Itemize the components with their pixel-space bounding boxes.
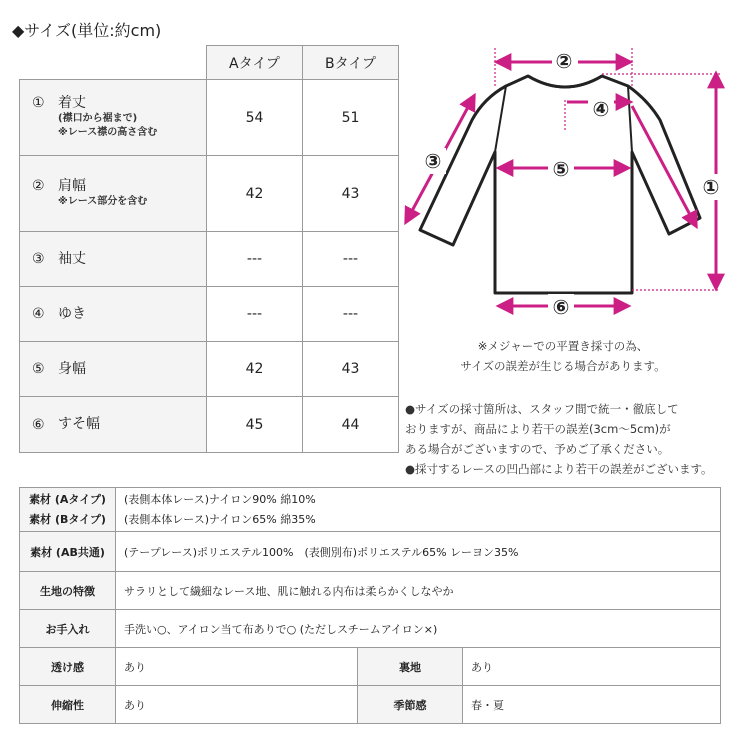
row-number: ⑥	[32, 416, 45, 433]
cell-a: 54	[207, 80, 303, 156]
lining-label: 裏地	[358, 648, 463, 686]
note-line: ※メジャーでの平置き採寸の為、	[477, 339, 649, 353]
cell-b: 43	[303, 342, 399, 397]
table-row	[20, 397, 399, 453]
stretch-label: 伸縮性	[20, 686, 116, 724]
note-line: ●サイズの採寸箇所は、スタッフ間で統一・徹底して	[405, 402, 679, 416]
care-label: お手入れ	[20, 610, 116, 648]
col-header-a: Aタイプ	[207, 46, 303, 80]
material-a-value: (表側本体レース)ナイロン90% 綿10%	[124, 492, 316, 506]
table-row	[20, 610, 721, 648]
table-row	[20, 686, 721, 724]
cell-b: 51	[303, 80, 399, 156]
row-number: ②	[32, 178, 45, 194]
fabric-value: サラリとして繊細なレース地、肌に触れる内布は柔らかくしなやか	[116, 572, 721, 610]
row-label-cell	[20, 232, 207, 287]
material-common-label: 素材 (AB共通)	[20, 532, 116, 572]
season-value: 春・夏	[463, 686, 721, 724]
season-label: 季節感	[358, 686, 463, 724]
cell-b: 43	[303, 156, 399, 232]
cell-b: ---	[303, 232, 399, 287]
row-sublabel: ※レース部分を含む	[58, 196, 148, 207]
material-b-value: (表側本体レース)ナイロン65% 綿35%	[124, 512, 316, 526]
note-line: おりますが、商品により若干の誤差(3cm〜5cm)が	[405, 422, 671, 436]
note-line: ●採寸するレースの凹凸部により若干の誤差がございます。	[405, 462, 713, 476]
table-row	[20, 572, 721, 610]
row-label-cell	[20, 80, 207, 156]
cell-a: ---	[207, 287, 303, 342]
row-label: 袖丈	[58, 250, 86, 267]
lining-value: あり	[463, 648, 721, 686]
row-label: すそ幅	[58, 416, 100, 432]
row-label: 肩幅	[58, 178, 86, 194]
size-table-header	[20, 46, 399, 80]
table-row	[20, 532, 721, 572]
page-title: ◆サイズ(単位:約cm)	[12, 21, 162, 40]
table-row	[20, 648, 721, 686]
row-label-cell	[20, 156, 207, 232]
row-label: 身幅	[58, 360, 86, 377]
measurement-disclaimer	[405, 399, 735, 479]
material-b-label: 素材 (Bタイプ)	[29, 512, 106, 526]
size-table	[19, 45, 399, 453]
material-table	[19, 487, 721, 724]
table-row	[20, 156, 399, 232]
row-label-cell	[20, 397, 207, 453]
row-label-cell	[20, 287, 207, 342]
table-row	[20, 80, 399, 156]
row-label-cell	[20, 342, 207, 397]
row-number: ④	[32, 306, 45, 322]
cell-b: 44	[303, 397, 399, 453]
diagram-label-4: ④	[592, 97, 610, 121]
cell-a: ---	[207, 232, 303, 287]
note-line: サイズの誤差が生じる場合があります。	[460, 359, 666, 373]
row-number: ①	[32, 95, 45, 111]
sheer-label: 透け感	[20, 648, 116, 686]
care-value: 手洗い○、アイロン当て布ありで○ (ただしスチームアイロン×)	[116, 610, 721, 648]
note-line: ある場合がございますので、予めご了承ください。	[405, 442, 670, 456]
row-sublabel: ※レース襟の高さ含む	[58, 127, 158, 138]
diagram-label-2: ②	[555, 49, 573, 73]
table-row	[20, 232, 399, 287]
sheer-value: あり	[116, 648, 358, 686]
table-row	[20, 342, 399, 397]
row-label: ゆき	[58, 305, 86, 322]
row-label: 着丈	[58, 95, 86, 111]
material-a-label: 素材 (Aタイプ)	[29, 492, 106, 506]
cell-a: 42	[207, 156, 303, 232]
col-header-b: Bタイプ	[303, 46, 399, 80]
stretch-value: あり	[116, 686, 358, 724]
table-row	[20, 488, 721, 532]
diagram-label-3: ③	[424, 149, 442, 173]
material-ab-type-value	[116, 488, 721, 532]
cell-b: ---	[303, 287, 399, 342]
table-row	[20, 287, 399, 342]
fabric-label: 生地の特徴	[20, 572, 116, 610]
cell-a: 42	[207, 342, 303, 397]
header-blank-cell	[20, 46, 207, 80]
garment-diagram	[398, 40, 728, 330]
row-sublabel: (襟口から裾まで)	[58, 113, 138, 124]
diagram-label-5: ⑤	[552, 157, 570, 181]
row-number: ⑤	[32, 361, 45, 377]
diagram-label-6: ⑥	[552, 295, 570, 319]
shirt-outline	[420, 76, 700, 293]
diagram-label-1: ①	[702, 175, 720, 199]
material-ab-type-label	[20, 488, 116, 532]
material-common-value: (テープレース)ポリエステル100% (表側別布)ポリエステル65% レーヨン35%	[116, 532, 721, 572]
row-number: ③	[32, 251, 45, 267]
cell-a: 45	[207, 397, 303, 453]
measurement-note	[400, 336, 726, 376]
